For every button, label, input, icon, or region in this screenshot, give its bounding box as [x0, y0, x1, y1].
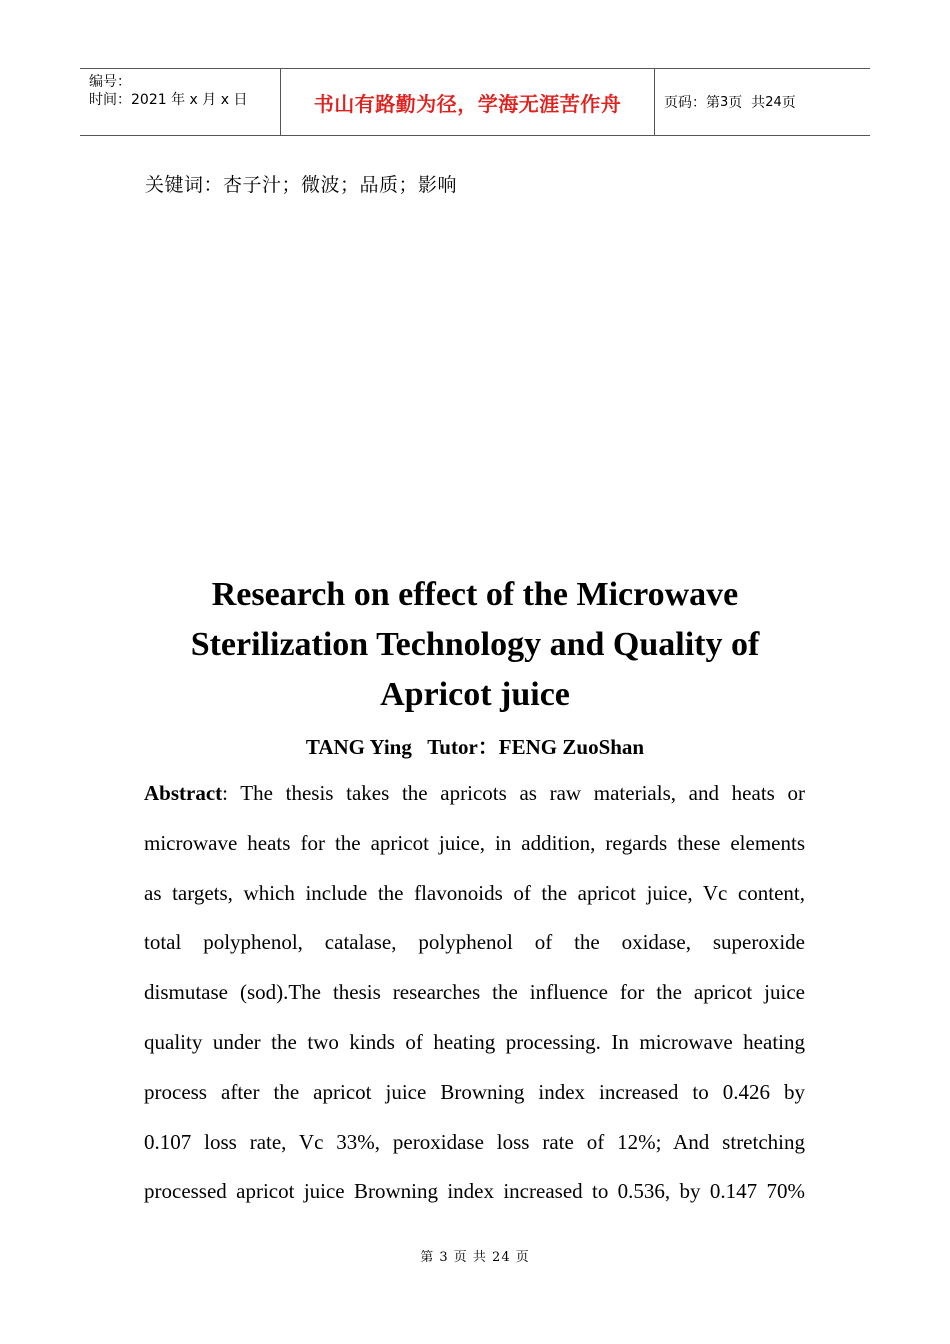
- title-line-3: Apricot juice: [380, 676, 570, 713]
- header-meta-cell: [80, 69, 281, 135]
- title-line-1: Research on effect of the Microwave: [211, 576, 739, 613]
- abstract-line: 0.107 loss rate, Vc 33%, peroxidase loss rate of 12%; And stretching: [144, 1129, 805, 1154]
- page-footer: 第 3 页 共 24 页: [420, 1250, 530, 1265]
- keywords: 关键词：杏子汁；微波；品质；影响: [145, 174, 458, 196]
- abstract-line: microwave heats for the apricot juice, in addition, regards these elements: [144, 830, 805, 855]
- abstract-line: processed apricot juice Browning index increased to 0.536, by 0.147 70%: [144, 1179, 805, 1204]
- author-line: TANG Ying Tutor：FENG ZuoShan: [305, 735, 645, 759]
- abstract-line: quality under the two kinds of heating processing. In microwave heating: [144, 1029, 805, 1054]
- abstract-line-1-text: : The thesis takes the apricots as raw materials, and heats or: [222, 781, 805, 805]
- page-total: 24: [765, 94, 782, 110]
- page-label-suffix: 页: [781, 95, 796, 111]
- abstract-line-1: [144, 769, 805, 819]
- page-label-mid: 页 共: [728, 95, 766, 111]
- title-line-2: Sterilization Technology and Quality of: [190, 626, 760, 663]
- page-current: 3: [720, 94, 729, 110]
- page-header: [80, 68, 870, 136]
- header-motto-cell: [281, 69, 655, 135]
- paper-title: [95, 570, 855, 720]
- header-page-cell: [655, 69, 870, 135]
- abstract-lead: Abstract: [144, 781, 223, 805]
- abstract-line: dismutase (sod).The thesis researches the influence for the apricot juice: [144, 980, 805, 1005]
- abstract: [144, 769, 805, 1217]
- abstract-line: process after the apricot juice Browning index increased to 0.426 by: [144, 1079, 805, 1104]
- motto-text: 书山有路勤为径，学海无涯苦作舟: [313, 91, 622, 116]
- abstract-line: total polyphenol, catalase, polyphenol of the oxidase, superoxide: [144, 930, 805, 955]
- page-label-prefix: 页码：第: [664, 95, 720, 111]
- abstract-line: as targets, which include the flavonoids of the apricot juice, Vc content,: [144, 880, 805, 905]
- time-label: 时间：2021 年 x 月 x 日: [89, 92, 248, 108]
- number-label: 编号：: [89, 74, 131, 90]
